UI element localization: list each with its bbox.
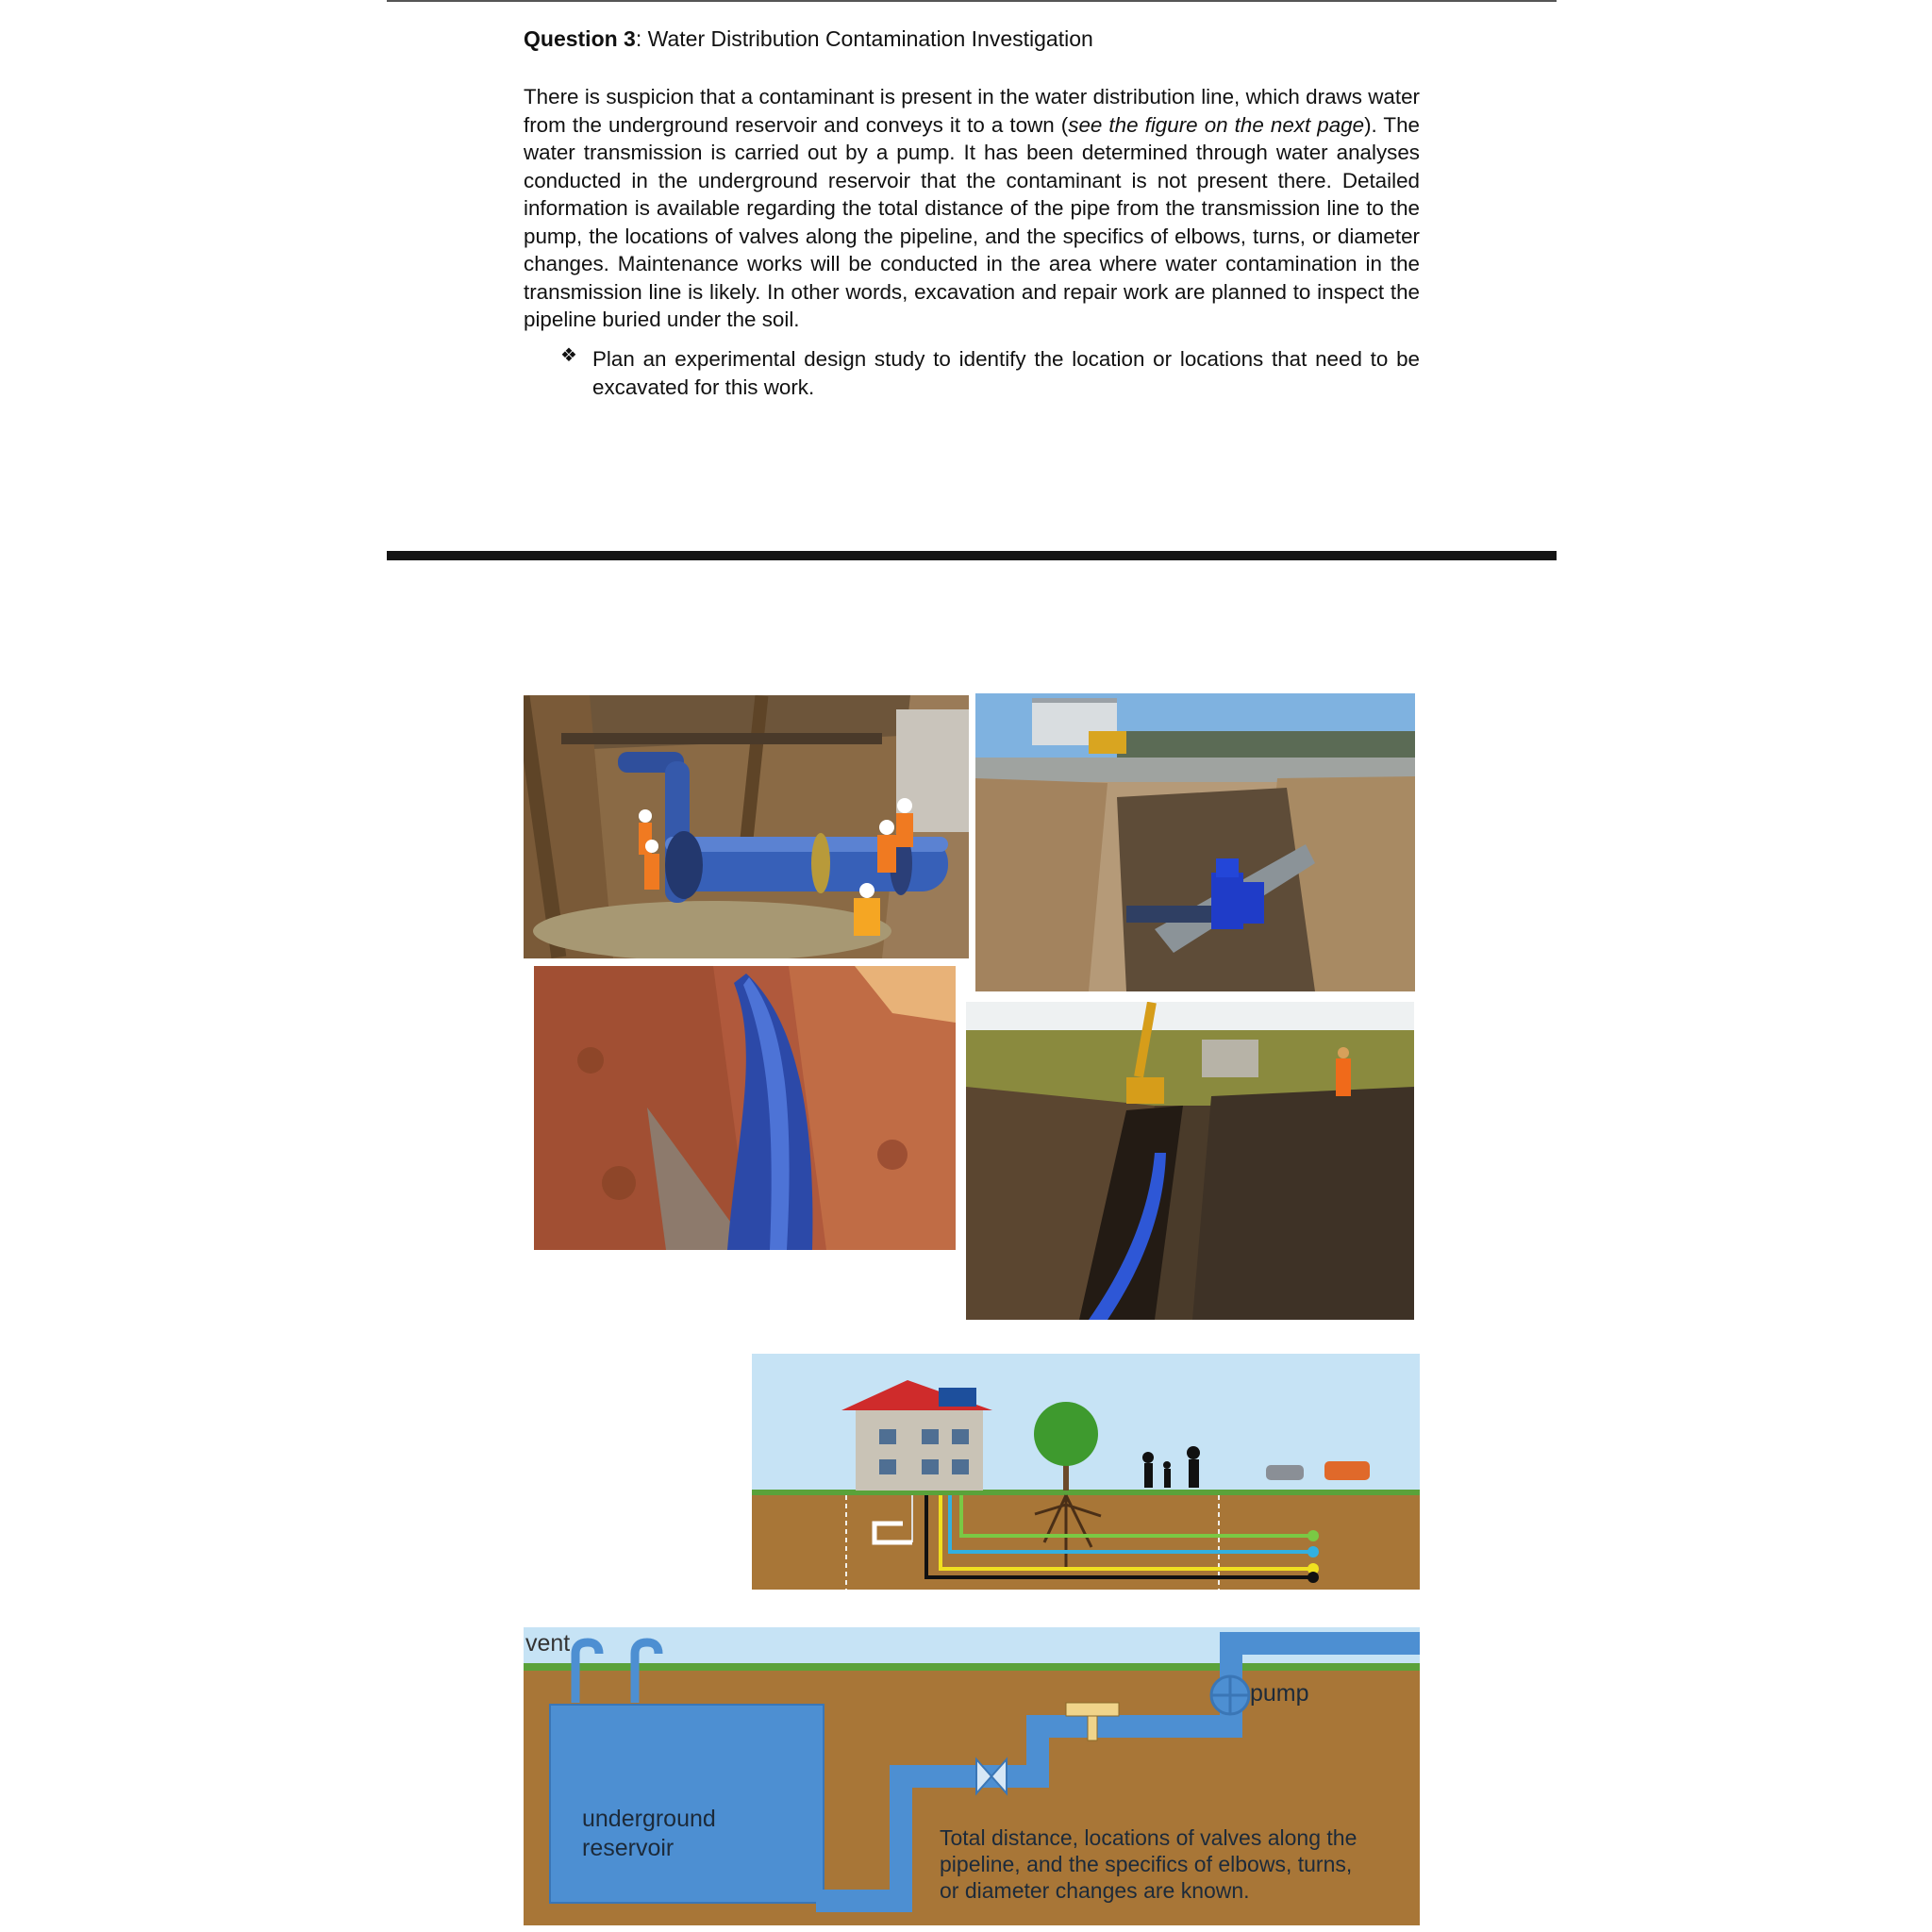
paragraph-text-end: ). The water transmission is carried out by a pump. It has been determined through water analyses conducted in the underground reservoir that the contaminant is not present there. Detailed information is available regarding the total distance of the pipe from the transmission line to the pump, the locations of valves along the pipeline, and the specifics of elbows, turns, or diameter changes. Maintenance works will be conducted in the area where water contamination in the transmission line is likely. In other words, excavation and repair work are planned to inspect the pipeline buried under the soil. (524, 112, 1421, 331)
note-line2: pipeline, and the specifics of elbows, turns, (940, 1852, 1353, 1876)
pump-label: pump (1250, 1680, 1309, 1707)
note-line3: or diameter changes are known. (940, 1878, 1250, 1903)
top-divider (387, 0, 1557, 2)
question-title (524, 26, 1093, 52)
photo-excavator-trench (966, 1002, 1414, 1320)
question-label: Question 3 (524, 26, 636, 51)
paragraph-text-start: There is suspicion that a contaminant is present in the water distribution line, which draws water from the underground reservoir and conveys it to a town ( (524, 85, 1420, 137)
photo-valve-construction-site (975, 693, 1415, 991)
photo-trench-workers (524, 695, 969, 958)
known-info-note (940, 1824, 1357, 1904)
vent-label: vent (525, 1630, 571, 1657)
page-break-divider (387, 551, 1557, 560)
reservoir-label-line2: reservoir (582, 1835, 675, 1861)
reservoir-label (582, 1805, 716, 1863)
photo-pipe-red-soil (534, 966, 956, 1250)
task-bullet: Plan an experimental design study to identify the location or locations that need to be excavated for this work. (592, 347, 1420, 399)
question-subtitle: : Water Distribution Contamination Investigation (635, 26, 1093, 51)
pipeline-schematic (524, 1627, 1420, 1925)
question-paragraph (524, 83, 1420, 334)
bullet-icon: ❖ (560, 345, 577, 366)
paragraph-italic-ref: see the figure on the next page (1068, 112, 1365, 137)
utility-lines-illustration (752, 1354, 1420, 1590)
reservoir-label-line1: underground (582, 1806, 716, 1832)
note-line1: Total distance, locations of valves along the (940, 1825, 1357, 1850)
